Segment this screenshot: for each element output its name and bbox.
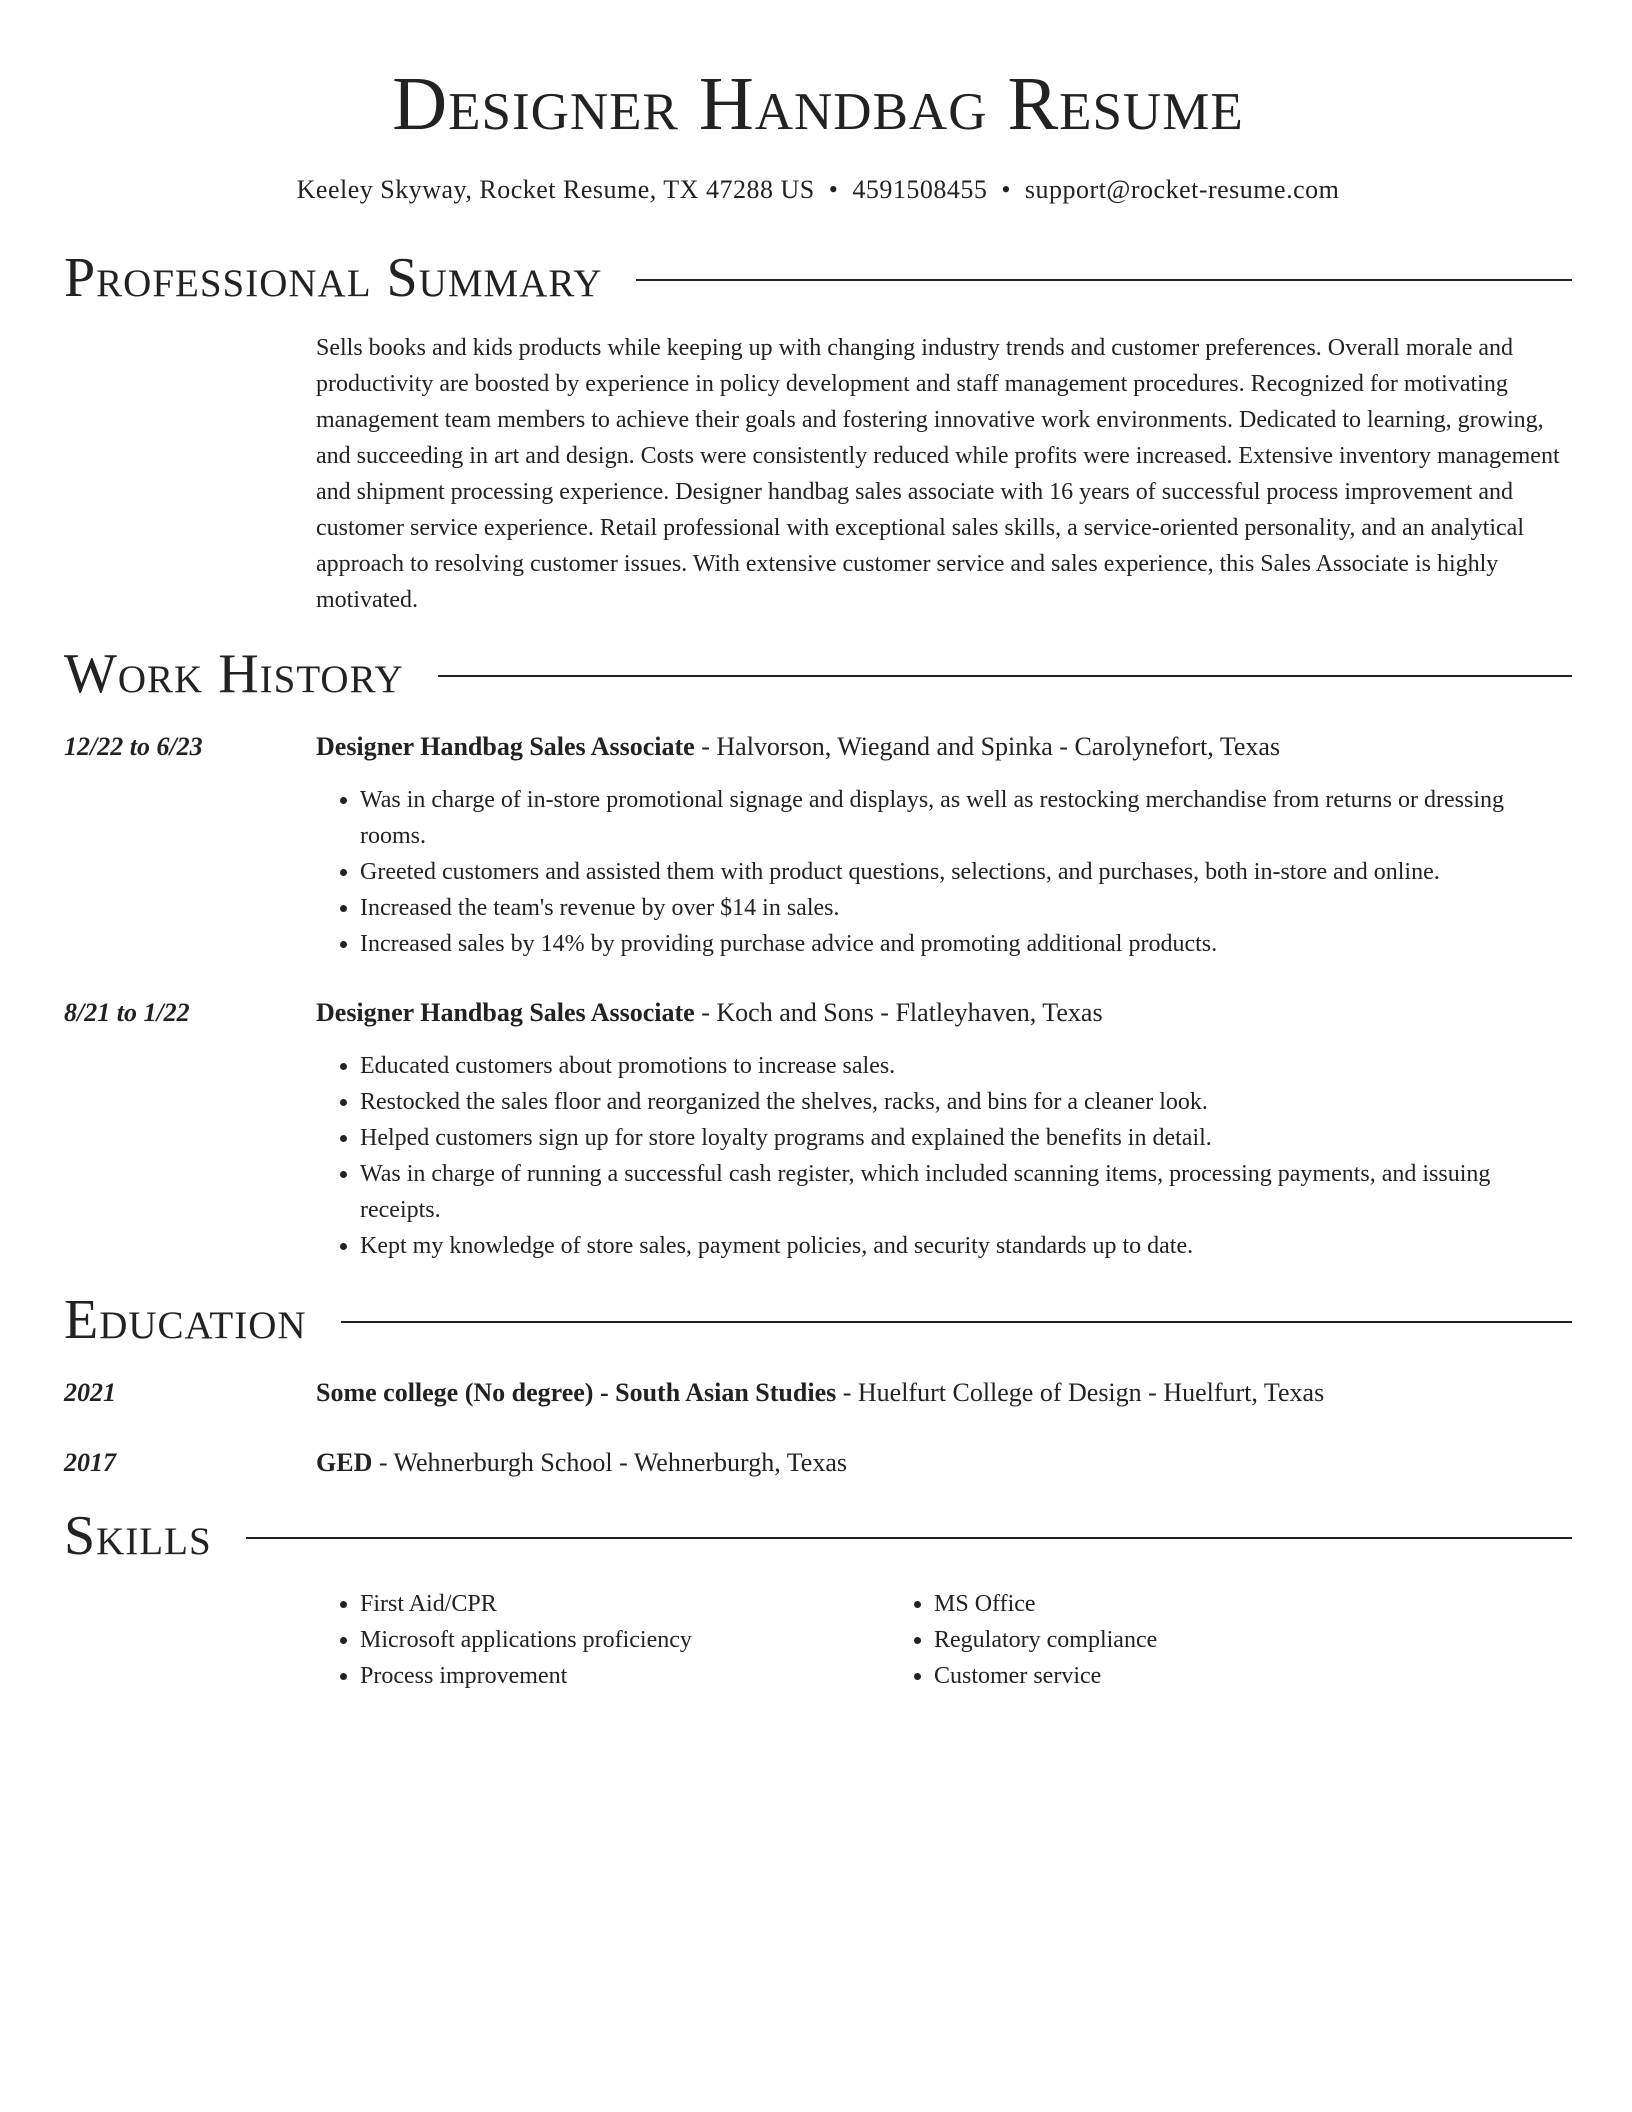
- job-bullet: • Kept my knowledge of store sales, payment policies, and security standards up to date.: [360, 1228, 1572, 1264]
- skill-item: • MS Office: [934, 1586, 1464, 1622]
- education-body: [316, 1376, 1572, 1410]
- skill-item: • Microsoft applications proficiency: [360, 1622, 890, 1658]
- skill-item: • First Aid/CPR: [360, 1586, 890, 1622]
- skills-column-left: [316, 1586, 890, 1694]
- contact-line: [64, 174, 1572, 206]
- job-title: Designer Handbag Sales Associate: [316, 998, 695, 1027]
- skill-item: • Customer service: [934, 1658, 1464, 1694]
- job-body: [316, 996, 1572, 1264]
- education-degree: Some college (No degree) - South Asian Studies: [316, 1378, 837, 1407]
- education-entry: [64, 1376, 1572, 1410]
- section-divider: [341, 1321, 1572, 1323]
- section-divider: [636, 279, 1572, 281]
- job-bullet: • Helped customers sign up for store loyalty programs and explained the benefits in detail.: [360, 1120, 1572, 1156]
- education-heading: Education: [64, 1289, 307, 1351]
- contact-separator: •: [828, 175, 839, 204]
- job-dates: 12/22 to 6/23: [64, 732, 203, 761]
- skills-list: [316, 1586, 1572, 1694]
- education-year: 2017: [64, 1448, 116, 1477]
- job-entry: [64, 730, 1572, 962]
- work-section-header: [64, 642, 1572, 706]
- resume-page: [64, 0, 1572, 1694]
- section-divider: [438, 675, 1572, 677]
- job-heading-line: [316, 730, 1572, 764]
- contact-email: support@rocket-resume.com: [1024, 175, 1340, 204]
- education-school: - Wehnerburgh School - Wehnerburgh, Texas: [372, 1448, 848, 1477]
- job-bullet: • Increased the team's revenue by over $14 in sales.: [360, 890, 1572, 926]
- education-section-header: [64, 1288, 1572, 1352]
- summary-section-header: [64, 246, 1572, 310]
- job-bullets: [316, 782, 1572, 962]
- job-body: [316, 730, 1572, 962]
- job-bullet: • Greeted customers and assisted them with product questions, selections, and purchases, both in-store and online.: [360, 854, 1572, 890]
- job-bullet: • Was in charge of in-store promotional signage and displays, as well as restocking merchandise from returns or dressing rooms.: [360, 782, 1572, 854]
- contact-address: Keeley Skyway, Rocket Resume, TX 47288 US: [296, 175, 815, 204]
- job-bullets: [316, 1048, 1572, 1264]
- job-title: Designer Handbag Sales Associate: [316, 732, 695, 761]
- skills-section-header: [64, 1504, 1572, 1568]
- summary-heading: Professional Summary: [64, 247, 603, 309]
- job-heading-line: [316, 996, 1572, 1030]
- skill-item: • Process improvement: [360, 1658, 890, 1694]
- resume-title: Designer Handbag Resume: [392, 62, 1244, 146]
- skills-heading: Skills: [64, 1505, 212, 1567]
- education-school: - Huelfurt College of Design - Huelfurt, Texas: [836, 1378, 1325, 1407]
- job-bullet: • Increased sales by 14% by providing purchase advice and promoting additional products.: [360, 926, 1572, 962]
- job-employer: - Koch and Sons - Flatleyhaven, Texas: [694, 998, 1103, 1027]
- section-divider: [246, 1537, 1572, 1539]
- education-year: 2021: [64, 1378, 116, 1407]
- job-bullet: • Educated customers about promotions to increase sales.: [360, 1048, 1572, 1084]
- education-entry: [64, 1446, 1572, 1480]
- summary-text: Sells books and kids products while keeping up with changing industry trends and customer preferences. Overall morale and productivity are boosted by experience in policy development and staff management procedures. Recognized for motivating management team members to achieve their goals and fostering innovative work environments. Dedicated to learning, growing, and succeeding in art and design. Costs were consistently reduced while profits were increased. Extensive inventory management and shipment processing experience. Designer handbag sales associate with 16 years of successful process improvement and customer service experience. Retail professional with exceptional sales skills, a service-oriented personality, and an analytical approach to resolving customer issues. With extensive customer service and sales experience, this Sales Associate is highly motivated.: [316, 335, 1560, 613]
- job-bullet: • Restocked the sales floor and reorganized the shelves, racks, and bins for a cleaner look.: [360, 1084, 1572, 1120]
- education-degree: GED: [316, 1448, 373, 1477]
- contact-separator: •: [1001, 175, 1011, 204]
- job-employer: - Halvorson, Wiegand and Spinka - Carolynefort, Texas: [694, 732, 1281, 761]
- education-body: [316, 1446, 1572, 1480]
- job-entry: [64, 996, 1572, 1264]
- skill-item: • Regulatory compliance: [934, 1622, 1464, 1658]
- job-dates: 8/21 to 1/22: [64, 998, 190, 1027]
- job-bullet: • Was in charge of running a successful cash register, which included scanning items, processing payments, and issuing receipts.: [360, 1156, 1572, 1228]
- contact-phone: 4591508455: [852, 175, 988, 204]
- work-heading: Work History: [64, 643, 404, 705]
- skills-column-right: [890, 1586, 1464, 1694]
